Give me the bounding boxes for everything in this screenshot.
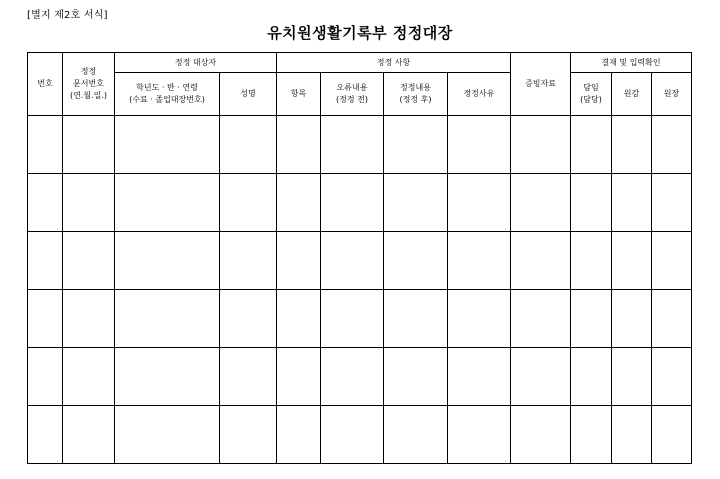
cell-vice-principal[interactable] (612, 232, 652, 290)
cell-error-content[interactable] (321, 116, 384, 174)
cell-target-name[interactable] (220, 232, 277, 290)
header-error-content-line: (정정 전) (336, 95, 368, 104)
cell-corrected-content[interactable] (384, 290, 448, 348)
cell-number[interactable] (28, 406, 63, 464)
cell-reason[interactable] (448, 232, 511, 290)
cell-error-content[interactable] (321, 174, 384, 232)
cell-item[interactable] (277, 174, 321, 232)
cell-number[interactable] (28, 174, 63, 232)
cell-vice-principal[interactable] (612, 116, 652, 174)
cell-evidence[interactable] (511, 348, 571, 406)
form-number-label: [별지 제2호 서식] (27, 10, 108, 21)
cell-error-content[interactable] (321, 348, 384, 406)
cell-target-class[interactable] (115, 348, 220, 406)
cell-vice-principal[interactable] (612, 290, 652, 348)
cell-principal[interactable] (652, 174, 692, 232)
cell-evidence[interactable] (511, 290, 571, 348)
cell-reason[interactable] (448, 174, 511, 232)
cell-officer[interactable] (571, 406, 612, 464)
header-officer-line: (담당) (580, 95, 602, 104)
cell-item[interactable] (277, 232, 321, 290)
header-doc-number-line: 정정 (80, 67, 97, 76)
header-officer-line: 담임 (583, 83, 599, 92)
cell-corrected-content[interactable] (384, 174, 448, 232)
cell-error-content[interactable] (321, 290, 384, 348)
cell-number[interactable] (28, 232, 63, 290)
cell-doc-number[interactable] (63, 348, 115, 406)
header-evidence: 증빙자료 (511, 53, 571, 116)
cell-evidence[interactable] (511, 232, 571, 290)
cell-doc-number[interactable] (63, 290, 115, 348)
cell-officer[interactable] (571, 348, 612, 406)
cell-doc-number[interactable] (63, 232, 115, 290)
cell-item[interactable] (277, 290, 321, 348)
cell-number[interactable] (28, 116, 63, 174)
cell-doc-number[interactable] (63, 116, 115, 174)
cell-target-name[interactable] (220, 348, 277, 406)
cell-item[interactable] (277, 348, 321, 406)
cell-item[interactable] (277, 406, 321, 464)
cell-officer[interactable] (571, 232, 612, 290)
header-item: 항목 (277, 73, 321, 116)
cell-vice-principal[interactable] (612, 348, 652, 406)
cell-officer[interactable] (571, 290, 612, 348)
header-details-group: 정정 사항 (277, 53, 511, 73)
cell-principal[interactable] (652, 116, 692, 174)
cell-target-name[interactable] (220, 290, 277, 348)
header-officer (571, 73, 612, 116)
table-row (28, 116, 692, 174)
cell-corrected-content[interactable] (384, 116, 448, 174)
header-principal: 원장 (652, 73, 692, 116)
cell-evidence[interactable] (511, 406, 571, 464)
header-corrected-content-line: 정정내용 (400, 83, 431, 92)
header-approval-group: 결재 및 입력확인 (571, 53, 692, 73)
header-row-top (28, 53, 692, 73)
cell-target-class[interactable] (115, 174, 220, 232)
cell-corrected-content[interactable] (384, 348, 448, 406)
cell-target-class[interactable] (115, 116, 220, 174)
cell-doc-number[interactable] (63, 406, 115, 464)
table-row (28, 174, 692, 232)
cell-principal[interactable] (652, 348, 692, 406)
header-doc-number (63, 53, 115, 116)
header-target-class-line: (수료 · 졸업대장번호) (129, 95, 205, 104)
cell-item[interactable] (277, 116, 321, 174)
cell-principal[interactable] (652, 406, 692, 464)
cell-error-content[interactable] (321, 232, 384, 290)
cell-error-content[interactable] (321, 406, 384, 464)
cell-evidence[interactable] (511, 174, 571, 232)
correction-ledger-table (27, 52, 692, 464)
cell-officer[interactable] (571, 174, 612, 232)
table-row (28, 290, 692, 348)
cell-target-class[interactable] (115, 290, 220, 348)
header-corrected-content-line: (정정 후) (399, 95, 432, 104)
header-vice-principal: 원감 (612, 73, 652, 116)
header-doc-number-line: (연.월.일.) (69, 91, 108, 100)
cell-reason[interactable] (448, 406, 511, 464)
header-doc-number-line: 문서번호 (73, 79, 104, 88)
cell-evidence[interactable] (511, 116, 571, 174)
cell-vice-principal[interactable] (612, 174, 652, 232)
cell-corrected-content[interactable] (384, 232, 448, 290)
table-row (28, 232, 692, 290)
cell-reason[interactable] (448, 290, 511, 348)
cell-officer[interactable] (571, 116, 612, 174)
cell-reason[interactable] (448, 116, 511, 174)
header-target-class (115, 73, 220, 116)
cell-principal[interactable] (652, 290, 692, 348)
cell-vice-principal[interactable] (612, 406, 652, 464)
table-row (28, 406, 692, 464)
header-error-content-line: 오류내용 (336, 83, 368, 92)
header-row-sub (28, 73, 692, 116)
header-target-name: 성명 (220, 73, 277, 116)
header-number: 번호 (28, 53, 63, 116)
header-corrected-content (384, 73, 448, 116)
cell-corrected-content[interactable] (384, 406, 448, 464)
header-reason: 정정사유 (448, 73, 511, 116)
cell-reason[interactable] (448, 348, 511, 406)
cell-doc-number[interactable] (63, 174, 115, 232)
header-target-group: 정정 대상자 (115, 53, 277, 73)
cell-target-name[interactable] (220, 406, 277, 464)
table-row (28, 348, 692, 406)
cell-number[interactable] (28, 290, 63, 348)
header-target-class-line: 학년도 · 반 · 연령 (136, 83, 198, 92)
cell-target-name[interactable] (220, 116, 277, 174)
cell-target-class[interactable] (115, 406, 220, 464)
cell-target-name[interactable] (220, 174, 277, 232)
page-title: 유치원생활기록부 정정대장 (267, 24, 453, 42)
cell-target-class[interactable] (115, 232, 220, 290)
cell-principal[interactable] (652, 232, 692, 290)
header-error-content (321, 73, 384, 116)
cell-number[interactable] (28, 348, 63, 406)
